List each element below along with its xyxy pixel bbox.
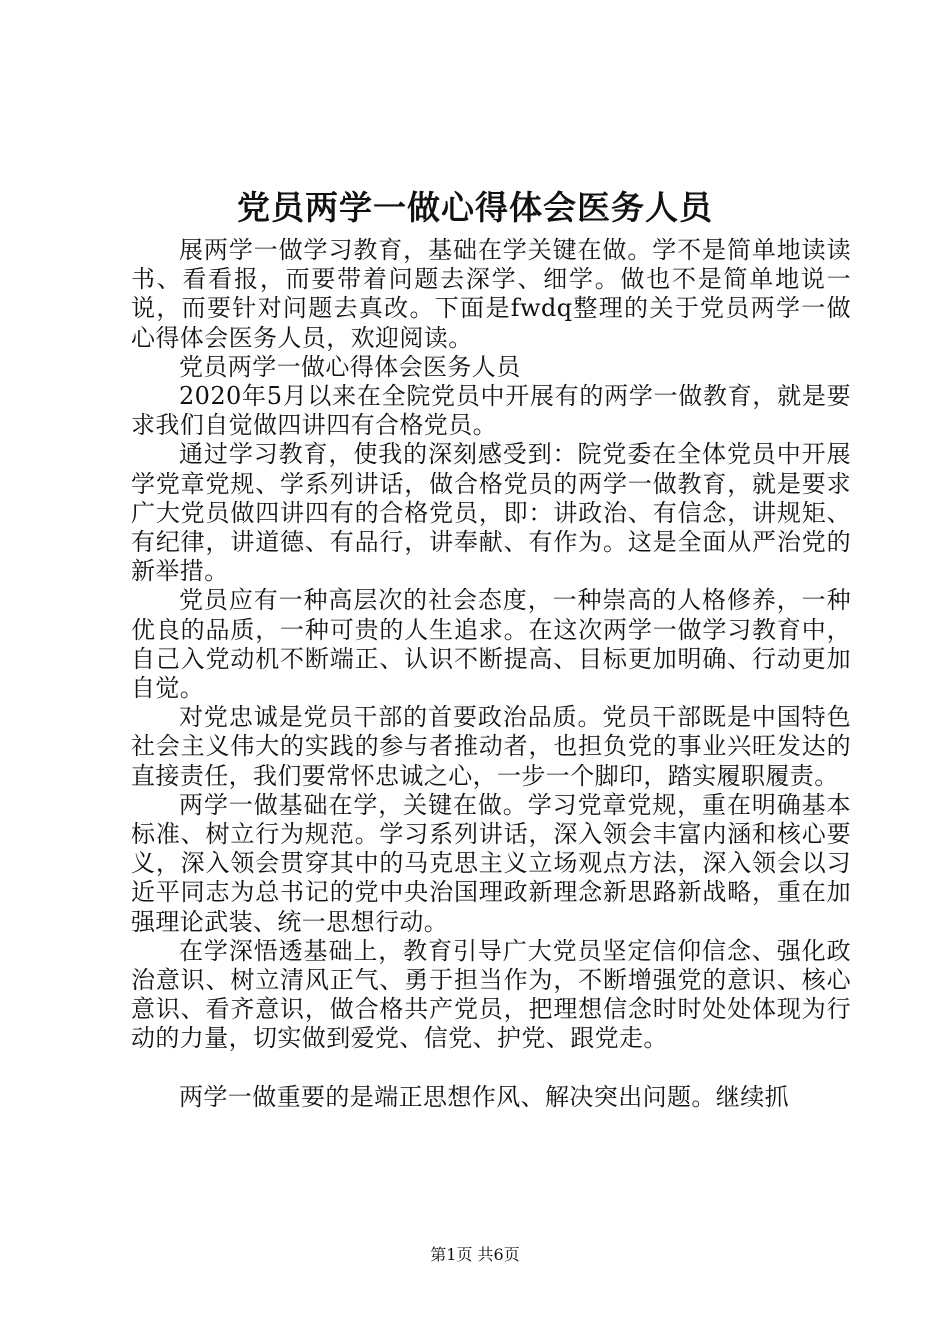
paragraph: 两学一做重要的是端正思想作风、解决突出问题。继续抓 <box>179 1082 789 1111</box>
document-title: 党员两学一做心得体会医务人员 <box>237 188 713 227</box>
paragraph: 2020年5月以来在全院党员中开展有的两学一做教育，就是要求我们自觉做四讲四有合格党员。 <box>131 382 851 440</box>
page-number-footer: 第1页 共6页 <box>430 1245 520 1264</box>
paragraph: 党员应有一种高层次的社会态度，一种崇高的人格修养，一种优良的品质，一种可贵的人生追求。在这次两学一做学习教育中，自己入党动机不断端正、认识不断提高、目标更加明确、行动更加自觉。 <box>131 586 851 703</box>
paragraph: 通过学习教育，使我的深刻感受到：院党委在全体党员中开展学党章党规、学系列讲话，做合格党员的两学一做教育，就是要求广大党员做四讲四有的合格党员，即：讲政治、有信念，讲规矩、有纪律，讲道德、有品行，讲奉献、有作为。这是全面从严治党的新举措。 <box>131 440 851 586</box>
paragraph-subtitle: 党员两学一做心得体会医务人员 <box>179 352 521 381</box>
paragraph: 两学一做基础在学，关键在做。学习党章党规，重在明确基本标准、树立行为规范。学习系列讲话，深入领会丰富内涵和核心要义，深入领会贯穿其中的马克思主义立场观点方法，深入领会以习近平同志为总书记的党中央治国理政新理念新思路新战略，重在加强理论武装、统一思想行动。 <box>131 790 851 936</box>
paragraph-intro: 展两学一做学习教育，基础在学关键在做。学不是简单地读读书、看看报，而要带着问题去深学、细学。做也不是简单地说一说，而要针对问题去真改。下面是fwdq整理的关于党员两学一做心得体会医务人员，欢迎阅读。 <box>131 236 851 352</box>
paragraph: 对党忠诚是党员干部的首要政治品质。党员干部既是中国特色社会主义伟大的实践的参与者推动者，也担负党的事业兴旺发达的直接责任，我们要常怀忠诚之心，一步一个脚印，踏实履职履责。 <box>131 703 851 790</box>
paragraph: 在学深悟透基础上，教育引导广大党员坚定信仰信念、强化政治意识、树立清风正气、勇于担当作为，不断增强党的意识、核心意识、看齐意识，做合格共产党员，把理想信念时时处处体现为行动的力量，切实做到爱党、信党、护党、跟党走。 <box>131 936 851 1053</box>
document-body <box>131 236 851 1112</box>
